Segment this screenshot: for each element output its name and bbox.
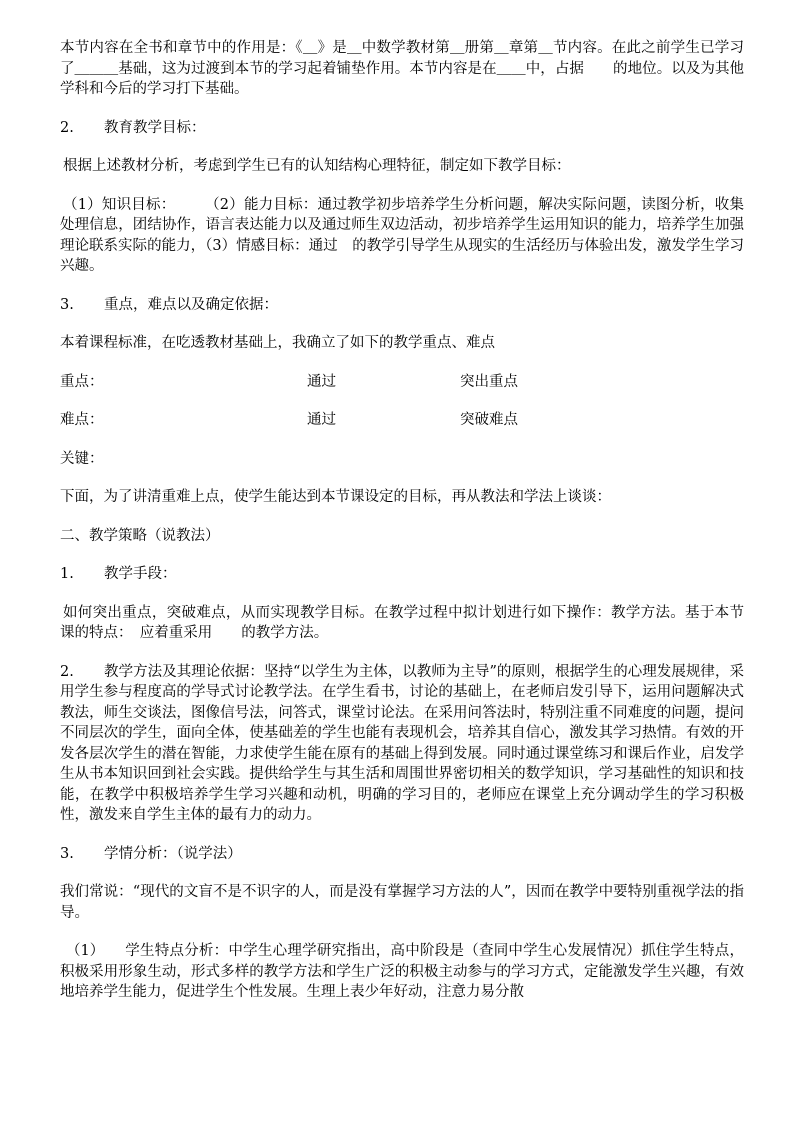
paragraph-text: 学生特点分析：中学生心理学研究指出，高中阶段是（查同中学生心发展情况）抓住学生特点，积极采用形象生动，形式多样的教学方法和学生广泛的积极主动参与的学习方式，定能激发学生兴趣，有效地培养学生能力，促进学生个性发展。生理上表少年好动，注意力易分散 (60, 943, 744, 1000)
row-result: 突出重点 (460, 373, 518, 390)
document-page (60, 38, 744, 1021)
paragraph-learning-method: 我们常说：“现代的文盲不是不识字的人，而是没有掌握学习方法的人”，因而在教学中要特别重视学法的指导。 (60, 884, 744, 921)
heading-number: 3. (60, 845, 74, 862)
paragraph-number: （1） (66, 943, 105, 959)
paragraph-student-traits (60, 941, 744, 1003)
paragraph-text: 教学方法及其理论依据：坚持“以学生为主体，以教师为主导”的原则，根据学生的心理发展规律，采用学生参与程度高的学导式讨论教学法。在学生看书，讨论的基础上，在老师启发引导下，运用问题解决式教法，师生交谈法，图像信号法，问答式，课堂讨论法。在采用问答法时，特别注重不同难度的问题，提问不同层次的学生，面向全体，使基础差的学生也能有表现机会，培养其自信心，激发其学习热情。有效的开发各层次学生的潜在智能，力求使学生能在原有的基础上得到发展。同时通过课堂练习和课后作业，启发学生从书本知识回到社会实践。提供给学生与其生活和周围世界密切相关的数学知识，学习基础性的知识和技能，在教学中积极培养学生学习兴趣和动机，明确的学习目的，老师应在课堂上充分调动学生的学习积极性，激发来自学生主体的最有力的动力。 (60, 663, 744, 823)
row-difficult-point (60, 410, 744, 431)
heading-learning-analysis (60, 844, 744, 865)
heading-teaching-means (60, 564, 744, 585)
paragraph-teaching-methods (60, 662, 744, 826)
heading-number: 1. (60, 566, 74, 582)
heading-teaching-goals (60, 118, 744, 139)
heading-number: 2. (60, 119, 74, 136)
row-label: 难点： (60, 412, 104, 428)
heading-title: 学情分析：（说学法） (104, 845, 242, 862)
paragraph-goals-detail: （1）知识目标： （2）能力目标：通过教学初步培养学生分析问题，解决实际问题，读图分析，收集处理信息，团结协作，语言表达能力以及通过师生双边活动，初步培养学生运用知识的能力，培养学生加强理论联系实际的能力，（3）情感目标：通过 的教学引导学生从现实的生活经历与体验出发，激发学生学习兴趣。 (60, 196, 744, 274)
paragraph-teaching-means: 如何突出重点，突破难点，从而实现教学目标。在教学过程中拟计划进行如下操作：教学方法。基于本节课的特点： 应着重采用 的教学方法。 (60, 604, 744, 641)
paragraph-number: 2. (60, 663, 74, 680)
paragraph-key-points-intro: 本着课程标准，在吃透教材基础上，我确立了如下的教学重点、难点 (60, 335, 495, 351)
heading-teaching-strategy: 二、教学策略（说教法） (60, 527, 220, 544)
heading-title: 重点，难点以及确定依据： (104, 296, 278, 313)
row-method: 通过 (307, 412, 336, 428)
paragraph-transition: 下面，为了讲清重难上点，使学生能达到本节课设定的目标，再从教法和学法上谈谈： (60, 489, 611, 505)
heading-title: 教学手段： (104, 566, 177, 582)
heading-title: 教育教学目标： (104, 119, 206, 136)
row-result: 突破难点 (460, 412, 518, 428)
row-key-point (60, 372, 744, 393)
paragraph-key: 关键： (60, 450, 104, 467)
row-method: 通过 (307, 373, 336, 390)
paragraph-role-in-book: 本节内容在全书和章节中的作用是：《＿》是＿中数学教材第＿册第＿章第＿节内容。在此之前学生已学习了＿＿＿基础，这为过渡到本节的学习起着铺垫作用。本节内容是在＿＿中，占据 的地位。以及为其他学科和今后的学习打下基础。 (60, 40, 744, 97)
row-label: 重点： (60, 373, 104, 390)
paragraph-goals-intro: 根据上述教材分析，考虑到学生已有的认知结构心理特征，制定如下教学目标： (63, 158, 571, 174)
heading-number: 3. (60, 296, 74, 313)
heading-key-points (60, 295, 744, 316)
